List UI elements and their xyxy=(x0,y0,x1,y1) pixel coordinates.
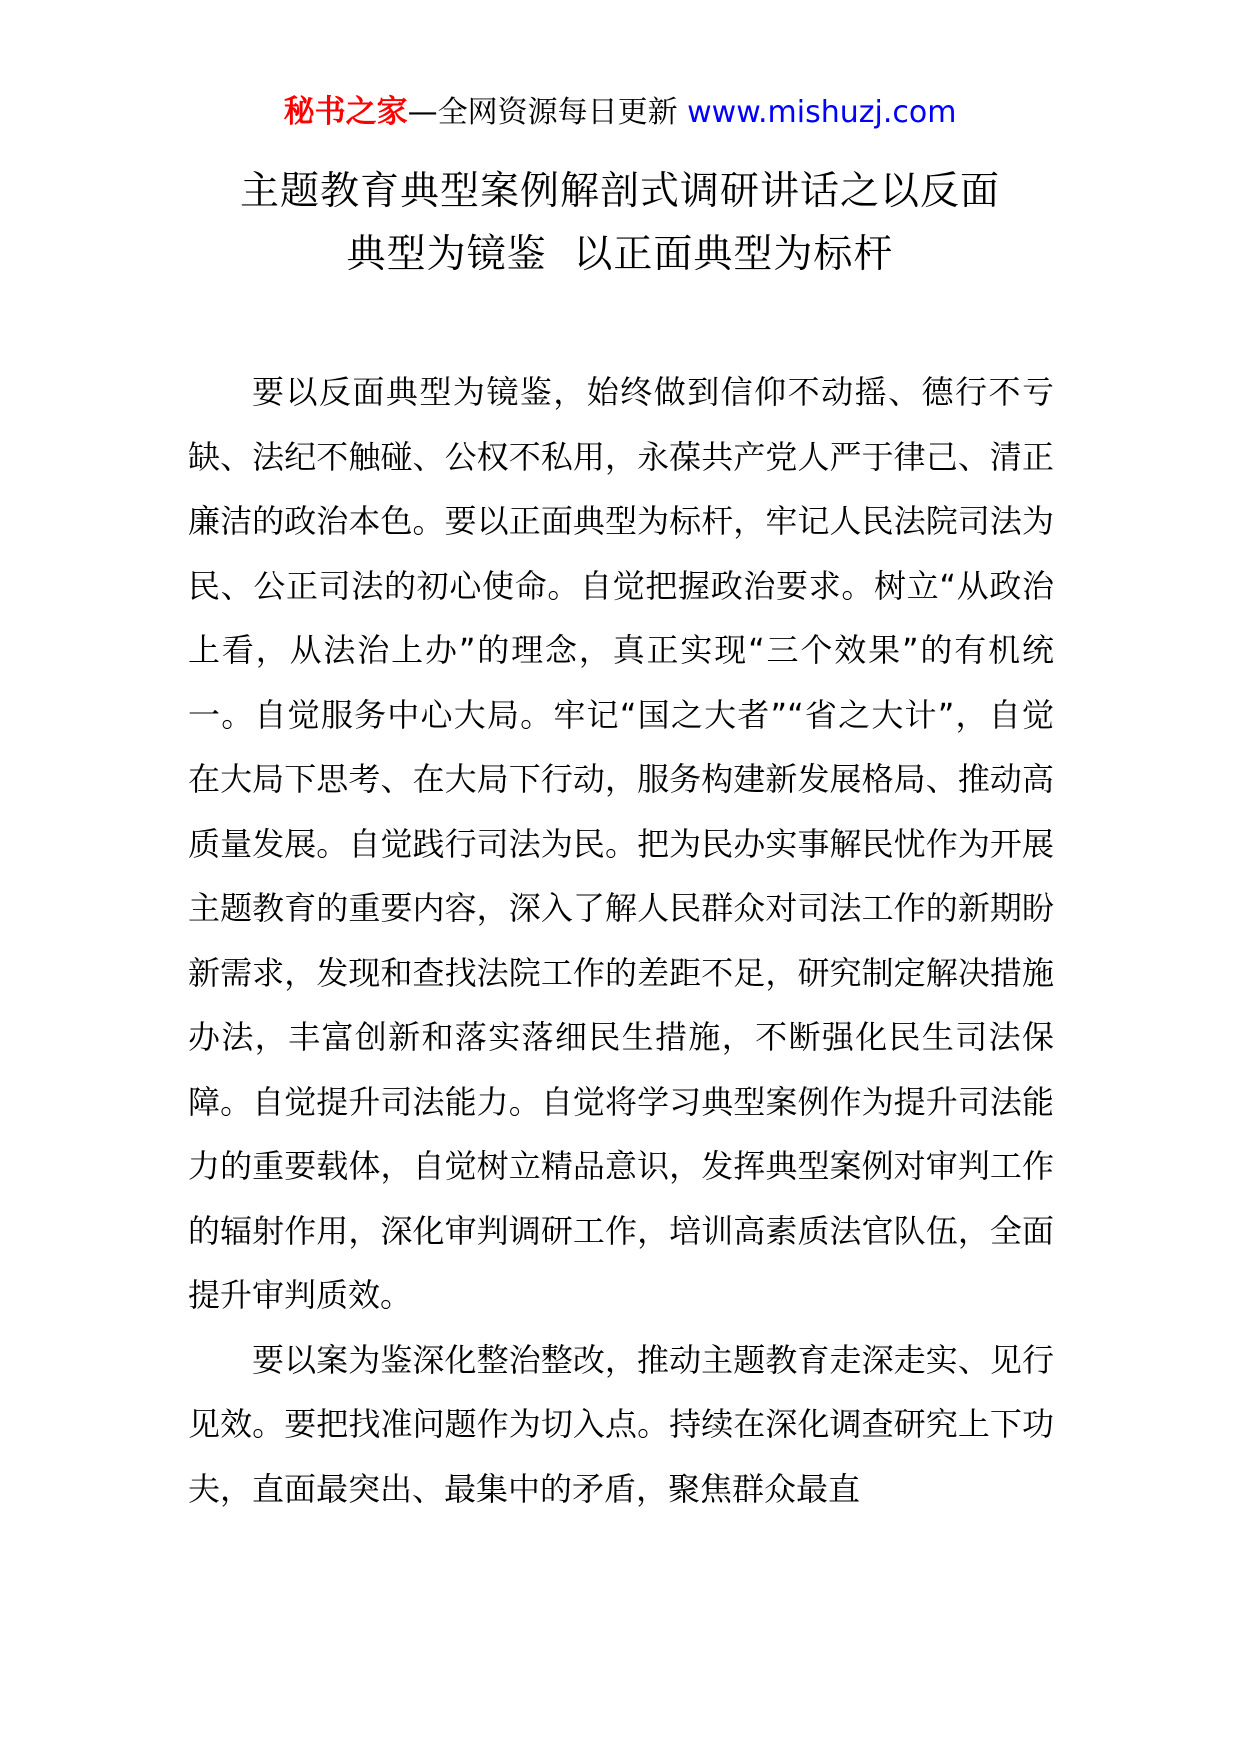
body-paragraph-2: 要以案为鉴深化整治整改，推动主题教育走深走实、见行见效。要把找准问题作为切入点。持续在深化调查研究上下功夫，直面最突出、最集中的矛盾，聚焦群众最直 xyxy=(188,1340,1054,1508)
document-title xyxy=(0,160,1240,286)
site-slogan: —全网资源每日更新 xyxy=(407,95,678,130)
title-line-1: 主题教育典型案例解剖式调研讲话之以反面 xyxy=(239,169,1000,214)
body-paragraph-1: 要以反面典型为镜鉴，始终做到信仰不动摇、德行不亏缺、法纪不触碰、公权不私用，永葆共产党人严于律己、清正廉洁的政治本色。要以正面典型为标杆，牢记人民法院司法为民、公正司法的初心使命。自觉把握政治要求。树立“从政治上看，从法治上办”的理念，真正实现“三个效果”的有机统一。自觉服务中心大局。牢记“国之大者”“省之大计”，自觉在大局下思考、在大局下行动，服务构建新发展格局、推动高质量发展。自觉践行司法为民。把为民办实事解民忧作为开展主题教育的重要内容，深入了解人民群众对司法工作的新期盼新需求，发现和查找法院工作的差距不足，研究制定解决措施办法，丰富创新和落实落细民生措施，不断强化民生司法保障。自觉提升司法能力。自觉将学习典型案例作为提升司法能力的重要载体，自觉树立精品意识，发挥典型案例对审判工作的辐射作用，深化审判调研工作，培训高素质法官队伍，全面提升审判质效。 xyxy=(188,373,1054,1314)
site-header xyxy=(0,92,1240,133)
site-brand: 秘书之家 xyxy=(283,94,408,130)
document-body xyxy=(188,360,1054,1521)
title-line-2: 典型为镜鉴 以正面典型为标杆 xyxy=(346,232,894,277)
site-url-link[interactable]: www.mishuzj.com xyxy=(687,95,957,130)
